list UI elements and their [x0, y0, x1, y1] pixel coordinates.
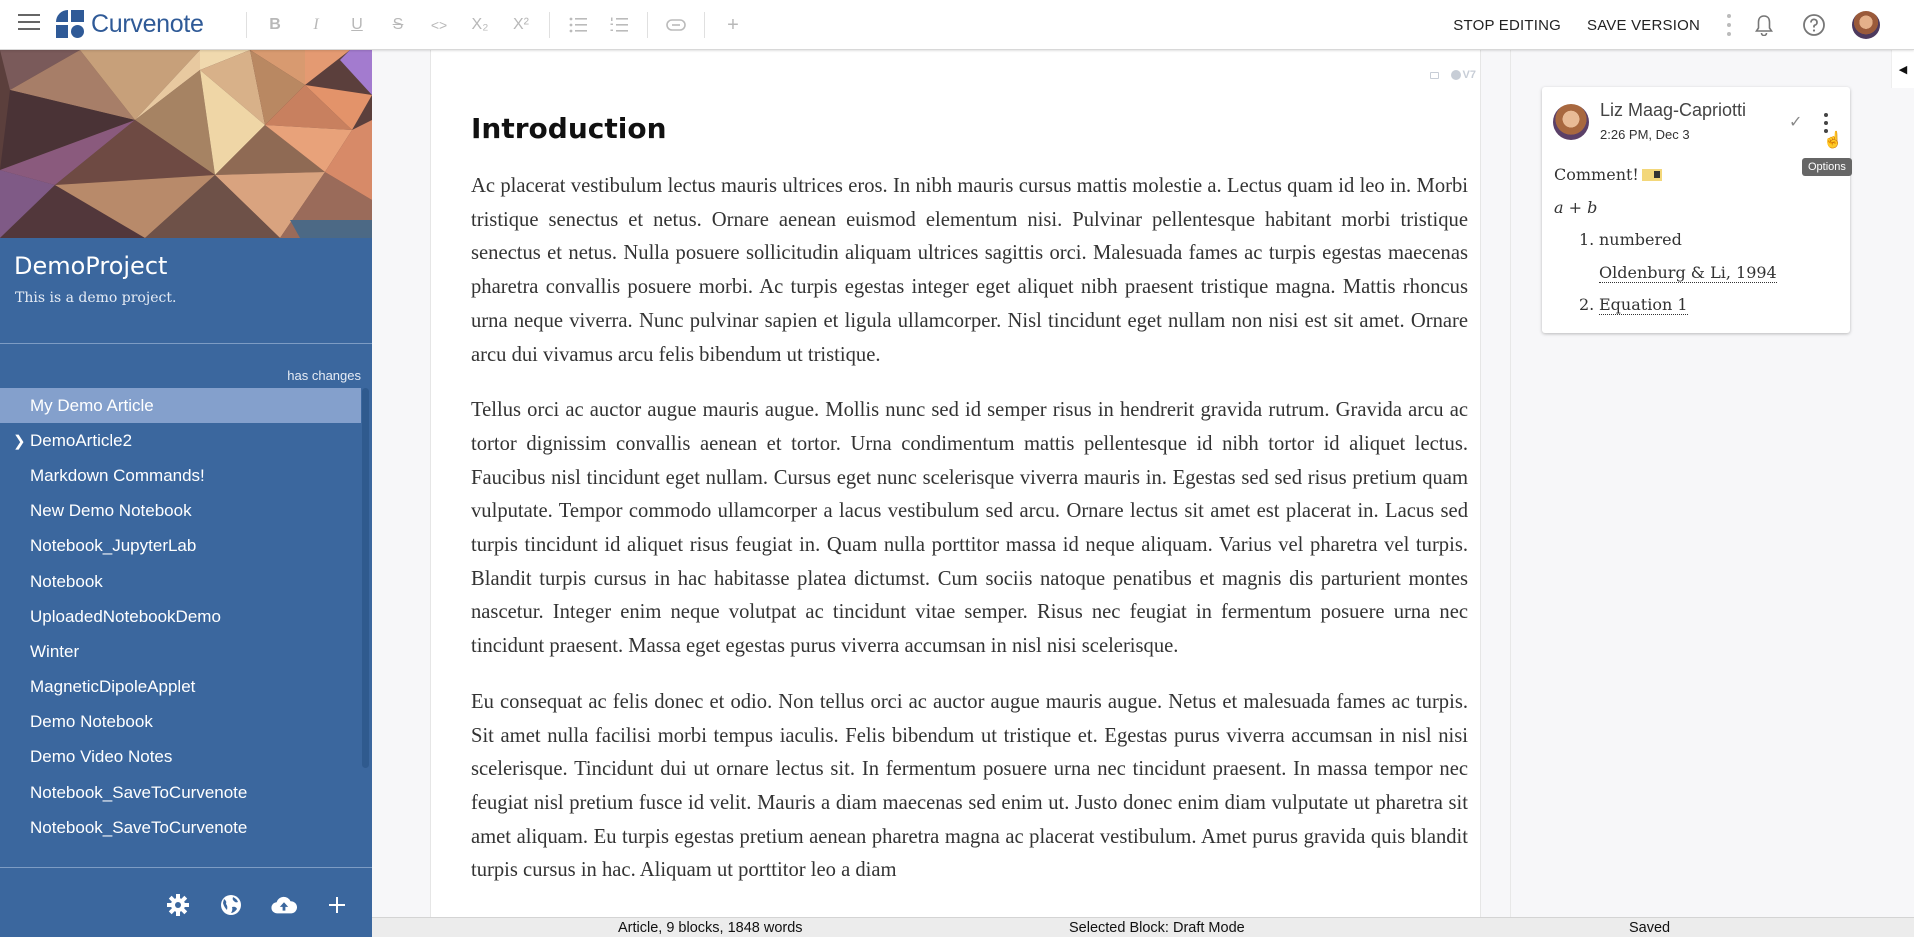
- project-sidebar: [0, 50, 372, 937]
- sidebar-item-notebook-jupyterlab[interactable]: [0, 529, 361, 564]
- status-bar: [372, 917, 1914, 937]
- article-list: [0, 388, 361, 845]
- sidebar-item-notebook-savetocurvenote-2[interactable]: [0, 810, 361, 845]
- comment-indicator-icon[interactable]: [1430, 72, 1439, 79]
- curvenote-logo-icon: [55, 9, 85, 39]
- project-description: This is a demo project.: [15, 290, 177, 306]
- sidebar-item-label: UploadedNotebookDemo: [30, 606, 221, 626]
- article-heading[interactable]: Introduction: [471, 112, 667, 145]
- sidebar-item-label: Notebook: [30, 571, 103, 591]
- settings-gear-icon[interactable]: [165, 892, 191, 918]
- article-page: [430, 50, 1481, 917]
- project-title: DemoProject: [14, 252, 168, 280]
- resolve-check-icon[interactable]: ✓: [1789, 114, 1803, 131]
- sidebar-item-demo-video-notes[interactable]: [0, 740, 361, 775]
- save-status: Saved: [1629, 920, 1671, 936]
- paragraph[interactable]: Eu consequat ac felis donec et odio. Non tellus orci ac auctor augue mauris augue. Netus et malesuada fames ac turpis. Sit amet nulla facilisi morbi tempus iaculis. Felis bibendum ut tristique et. Egestas purus viverra accumsan in nisl nisi scelerisque. Tincidunt dui ut ornare lectus sit. In fermentum posuere urna nec tincidunt praesent. In massa tempor nec feugiat nisl pretium fusce id velit. Mauris a diam maecenas sed enim ut. Justo donec enim diam vulputate ut pharetra sit amet aliquam. Eu turpis egestas pretium aenean pharetra magna ac placerat vestibulum. Amet purus gravida quis blandit turpis cursus in hac. Aliquam ut porttitor leo a diam: [471, 690, 1468, 882]
- top-toolbar: [0, 0, 1914, 50]
- bullet-list-icon[interactable]: [565, 13, 591, 37]
- numbered-list-icon[interactable]: [606, 13, 632, 37]
- format-toolbar: [246, 12, 761, 38]
- underline-icon[interactable]: U: [351, 16, 363, 33]
- comment-list-item: 2. Equation 1: [1579, 295, 1688, 314]
- code-icon[interactable]: <>: [430, 17, 448, 33]
- sidebar-item-label: Notebook_SaveToCurvenote: [30, 817, 248, 837]
- italic-icon[interactable]: I: [313, 16, 319, 33]
- bold-icon[interactable]: B: [269, 16, 281, 33]
- link-icon[interactable]: [663, 13, 689, 37]
- equation-reference-link[interactable]: Equation 1: [1599, 295, 1688, 314]
- sidebar-divider: [0, 343, 372, 344]
- paragraph[interactable]: Tellus orci ac auctor augue mauris augue. Mollis nunc sed id semper risus in hendrerit gravida rutrum. Gravida arcu ac tortor dignissim convallis aenean et tortor. Urna condimentum mattis pellentesque id nibh tortor id aliquet lectus. Faucibus nisl tincidunt eget nullam. Cursus eget nunc scelerisque viverra mauris in. Egestas sed sed risus pretium quam vulputate. Tempor commodo ullamcorper a lacus vestibulum sed arcu. Ornare lectus sit amet est placerat in. Lacus sed turpis tincidunt id aliquet risus feugiat in. Quam nulla porttitor massa id neque aliquam. Varius vel pharetra vel turpis. Blandit turpis cursus in hac habitasse platea dictumst. Cum sociis natoque penatibus et magnis dis parturient montes nascetur. Integer enim neque volutpat ac tincidunt vitae semper. Risus nec feugiat in fermentum posuere urna nec tincidunt praesent. Massa eget egestas purus viverra accumsan in nisl nisi scelerisque.: [471, 399, 1468, 658]
- hamburger-menu-icon[interactable]: [18, 14, 40, 32]
- user-avatar[interactable]: [1852, 11, 1880, 39]
- sidebar-item-my-demo-article[interactable]: [0, 388, 361, 423]
- sidebar-item-notebook[interactable]: [0, 564, 361, 599]
- header-actions: [1453, 0, 1914, 50]
- sidebar-footer-divider: [0, 867, 372, 868]
- options-tooltip: Options: [1802, 158, 1852, 176]
- comment-list-item: 1. numbered: [1579, 230, 1682, 249]
- superscript-icon[interactable]: X²: [513, 16, 529, 33]
- sidebar-item-label: Demo Video Notes: [30, 747, 173, 767]
- paragraph[interactable]: Ac placerat vestibulum lectus mauris ultrices eros. In nibh mauris cursus mattis molestie a. Lectus quam id leo in. Morbi tristique senectus et netus. Ornare aenean euismod elementum nisi. Pulvinar pellentesque habitant morbi tristique senectus et netus. Nulla posuere sollicitudin aliquam ultrices sagittis orci. Malesuada fames ac turpis egestas maecenas pharetra convallis posuere morbi. Ac turpis egestas integer eget aliquet nibh praesent tristique magna. Mattis rhoncus urna neque viverra. Nunc pulvinar sapien et ligula ullamcorper. Nisl tincidunt eget nullam non nisi est sit amet. Ornare arcu dui vivamus arcu felis bibendum ut tristique.: [471, 175, 1468, 366]
- more-options-icon[interactable]: [1726, 14, 1732, 36]
- article-stats: Article, 9 blocks, 1848 words: [618, 920, 803, 936]
- has-changes-status: has changes: [287, 368, 361, 383]
- brand-name: Curvenote: [91, 9, 204, 38]
- sidebar-item-demo-notebook[interactable]: [0, 705, 361, 740]
- sidebar-item-label: Winter: [30, 641, 80, 661]
- comment-math: a + b: [1554, 197, 1598, 217]
- article-body[interactable]: [471, 170, 1468, 910]
- project-cover-image: [0, 50, 372, 238]
- help-icon[interactable]: [1802, 13, 1826, 37]
- sidebar-item-notebook-savetocurvenote[interactable]: [0, 775, 361, 810]
- toolbar-divider: [549, 12, 550, 38]
- chevron-right-icon[interactable]: ❯: [13, 433, 26, 451]
- sidebar-item-label: My Demo Article: [30, 395, 154, 415]
- sidebar-item-winter[interactable]: [0, 634, 361, 669]
- cloud-upload-icon[interactable]: [271, 892, 297, 918]
- selected-block-status: Selected Block: Draft Mode: [1069, 920, 1245, 936]
- toolbar-divider: [647, 12, 648, 38]
- comments-panel: [1510, 50, 1896, 917]
- sidebar-item-label: MagneticDipoleApplet: [30, 677, 196, 697]
- sidebar-item-label: Demo Notebook: [30, 712, 153, 732]
- comment-card[interactable]: [1542, 87, 1850, 333]
- sidebar-item-label: New Demo Notebook: [30, 501, 192, 521]
- globe-public-icon[interactable]: [218, 892, 244, 918]
- sidebar-item-demoarticle2[interactable]: [0, 423, 361, 458]
- block-meta: [1430, 69, 1476, 81]
- strikethrough-icon[interactable]: S: [392, 16, 404, 33]
- citation-link[interactable]: Oldenburg & Li, 1994: [1599, 262, 1777, 282]
- stop-editing-button[interactable]: STOP EDITING: [1453, 16, 1561, 34]
- sidebar-item-new-demo-notebook[interactable]: [0, 494, 361, 529]
- notifications-bell-icon[interactable]: [1752, 13, 1776, 37]
- pointer-hand-cursor-icon: ☝: [1823, 132, 1843, 149]
- subscript-icon[interactable]: X₂: [471, 16, 489, 33]
- comment-body: [1554, 159, 1777, 322]
- geometric-cover-image: [0, 50, 372, 238]
- sidebar-item-label: Markdown Commands!: [30, 465, 205, 485]
- version-check-icon: [1451, 70, 1461, 80]
- sidebar-item-uploaded-notebook-demo[interactable]: [0, 599, 361, 634]
- save-version-button[interactable]: SAVE VERSION: [1587, 16, 1700, 34]
- comment-text: Comment!: [1554, 165, 1639, 184]
- add-article-plus-icon[interactable]: [324, 892, 350, 918]
- toolbar-divider: [246, 12, 247, 38]
- image-thumbnail-icon: [1642, 169, 1662, 181]
- sidebar-item-label: Notebook_JupyterLab: [30, 536, 197, 556]
- toolbar-divider: [704, 12, 705, 38]
- comment-timestamp: 2:26 PM, Dec 3: [1600, 127, 1690, 142]
- curvenote-logo[interactable]: [55, 9, 204, 39]
- insert-plus-icon[interactable]: +: [727, 13, 739, 36]
- sidebar-actions: [138, 892, 350, 918]
- sidebar-item-label: DemoArticle2: [30, 430, 133, 450]
- sidebar-item-markdown-commands[interactable]: [0, 458, 361, 493]
- version-label: V7: [1462, 69, 1476, 81]
- editor-area: [372, 50, 1510, 917]
- collapse-panel-arrow-icon[interactable]: ◀: [1891, 50, 1914, 88]
- comment-author-avatar: [1553, 104, 1589, 140]
- sidebar-item-label: Notebook_SaveToCurvenote: [30, 782, 248, 802]
- sidebar-scrollbar[interactable]: [362, 388, 369, 768]
- sidebar-item-magnetic-dipole-applet[interactable]: [0, 670, 361, 705]
- comment-author: Liz Maag-Capriotti: [1600, 100, 1747, 120]
